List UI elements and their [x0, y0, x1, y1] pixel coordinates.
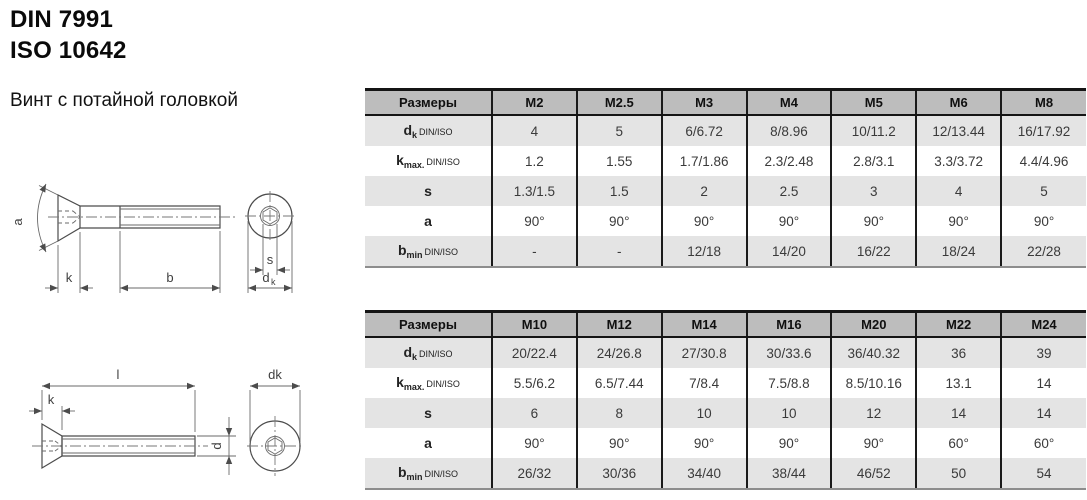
- row-label: [365, 236, 492, 267]
- row-label-subscript: min: [406, 472, 423, 482]
- row-label: [365, 206, 492, 236]
- length-label: l: [116, 367, 120, 382]
- row-label: [365, 368, 492, 398]
- screw-end-view: [245, 191, 295, 243]
- standard-din: DIN 7991: [10, 6, 113, 33]
- column-header: Размеры: [365, 90, 492, 116]
- value-cell: 46/52: [831, 458, 916, 489]
- row-label-main: d: [403, 122, 413, 138]
- row-label-main: k: [396, 374, 404, 390]
- row-label: [365, 398, 492, 428]
- value-cell: 12: [831, 398, 916, 428]
- standard-iso: ISO 10642: [10, 37, 127, 64]
- value-cell: 20/22.4: [492, 337, 577, 368]
- header-row: [365, 312, 1086, 338]
- value-cell: 10/11.2: [831, 115, 916, 146]
- row-label: [365, 146, 492, 176]
- row-label-subscript: max.: [403, 160, 425, 170]
- row-label-standard-suffix: DIN/ISO: [424, 469, 459, 479]
- value-cell: 14: [916, 398, 1001, 428]
- value-cell: 16/17.92: [1001, 115, 1086, 146]
- value-cell: 2.8/3.1: [831, 146, 916, 176]
- table-row: [365, 428, 1086, 458]
- table-row: [365, 236, 1086, 267]
- value-cell: 90°: [747, 428, 832, 458]
- value-cell: 2: [662, 176, 747, 206]
- table-row: [365, 398, 1086, 428]
- value-cell: 90°: [916, 206, 1001, 236]
- column-header: M10: [492, 312, 577, 338]
- screw-drawing-top: [5, 163, 345, 301]
- socket-size-label: s: [266, 252, 274, 267]
- column-header: M16: [747, 312, 832, 338]
- column-header: M8: [1001, 90, 1086, 116]
- value-cell: 8.5/10.16: [831, 368, 916, 398]
- value-cell: 90°: [577, 206, 662, 236]
- thread-length-dimension: [120, 231, 220, 293]
- dimension-table: [365, 310, 1086, 490]
- value-cell: 2.5: [747, 176, 832, 206]
- head-diameter-label-main: d: [262, 270, 270, 285]
- value-cell: 6: [492, 398, 577, 428]
- value-cell: 18/24: [916, 236, 1001, 267]
- column-header: M2: [492, 90, 577, 116]
- value-cell: 16/22: [831, 236, 916, 267]
- screw-drawing-bottom: [5, 356, 355, 498]
- column-header: M3: [662, 90, 747, 116]
- table-row: [365, 337, 1086, 368]
- table-row: [365, 206, 1086, 236]
- value-cell: 90°: [831, 206, 916, 236]
- row-label-main: b: [397, 242, 407, 258]
- value-cell: 26/32: [492, 458, 577, 489]
- row-label-standard-suffix: DIN/ISO: [426, 157, 460, 167]
- value-cell: 30/33.6: [747, 337, 832, 368]
- head-height-label: k: [65, 270, 73, 285]
- value-cell: 60°: [916, 428, 1001, 458]
- value-cell: 2.3/2.48: [747, 146, 832, 176]
- product-name: Винт с потайной головкой: [10, 90, 238, 111]
- row-label-main: a: [424, 213, 432, 229]
- value-cell: 8/8.96: [747, 115, 832, 146]
- column-header: M12: [577, 312, 662, 338]
- header-row: [365, 90, 1086, 116]
- table-row: [365, 458, 1086, 489]
- value-cell: 8: [577, 398, 662, 428]
- shank-diameter-label: d: [209, 442, 224, 450]
- value-cell: 1.5: [577, 176, 662, 206]
- column-header: M20: [831, 312, 916, 338]
- column-header: M14: [662, 312, 747, 338]
- row-label-subscript: max.: [403, 382, 425, 392]
- value-cell: 50: [916, 458, 1001, 489]
- value-cell: 4: [492, 115, 577, 146]
- row-label-main: s: [424, 183, 432, 199]
- length-dimension: [42, 367, 195, 432]
- value-cell: 10: [662, 398, 747, 428]
- value-cell: 1.2: [492, 146, 577, 176]
- row-label: [365, 458, 492, 489]
- head-height-label: k: [47, 392, 55, 407]
- value-cell: 38/44: [747, 458, 832, 489]
- value-cell: 90°: [662, 206, 747, 236]
- value-cell: 3.3/3.72: [916, 146, 1001, 176]
- size-table-small-sizes: [365, 88, 1086, 268]
- title-block: [10, 4, 238, 112]
- size-table-large-sizes: [365, 310, 1086, 490]
- angle-dimension: [10, 184, 58, 252]
- row-label-main: d: [403, 344, 413, 360]
- column-header: M22: [916, 312, 1001, 338]
- value-cell: 5: [577, 115, 662, 146]
- row-label-main: k: [396, 152, 404, 168]
- value-cell: 34/40: [662, 458, 747, 489]
- value-cell: 39: [1001, 337, 1086, 368]
- value-cell: 90°: [492, 428, 577, 458]
- row-label-standard-suffix: DIN/ISO: [419, 127, 453, 137]
- value-cell: 1.3/1.5: [492, 176, 577, 206]
- value-cell: 3: [831, 176, 916, 206]
- value-cell: 10: [747, 398, 832, 428]
- value-cell: 14/20: [747, 236, 832, 267]
- value-cell: -: [577, 236, 662, 267]
- value-cell: 30/36: [577, 458, 662, 489]
- column-header: M4: [747, 90, 832, 116]
- table-row: [365, 176, 1086, 206]
- value-cell: 90°: [577, 428, 662, 458]
- screw-side-view: [48, 195, 235, 241]
- head-diameter-label: dk: [268, 367, 282, 382]
- table-row: [365, 146, 1086, 176]
- row-label: [365, 115, 492, 146]
- value-cell: 14: [1001, 398, 1086, 428]
- value-cell: 6/6.72: [662, 115, 747, 146]
- head-height-dimension: [29, 392, 75, 430]
- head-diameter-label-sub: k: [271, 277, 276, 287]
- row-label-standard-suffix: DIN/ISO: [424, 247, 459, 257]
- value-cell: 90°: [831, 428, 916, 458]
- value-cell: 12/18: [662, 236, 747, 267]
- row-label-main: s: [424, 405, 432, 421]
- value-cell: 54: [1001, 458, 1086, 489]
- screw-end-view: [247, 416, 303, 476]
- head-height-dimension: [45, 232, 93, 293]
- value-cell: 4: [916, 176, 1001, 206]
- row-label-main: a: [424, 435, 432, 451]
- screw-side-view: [32, 424, 208, 468]
- column-header: M24: [1001, 312, 1086, 338]
- value-cell: 1.7/1.86: [662, 146, 747, 176]
- value-cell: 1.55: [577, 146, 662, 176]
- column-header: M6: [916, 90, 1001, 116]
- value-cell: 90°: [662, 428, 747, 458]
- row-label: [365, 428, 492, 458]
- value-cell: 4.4/4.96: [1001, 146, 1086, 176]
- value-cell: 7.5/8.8: [747, 368, 832, 398]
- row-label-standard-suffix: DIN/ISO: [419, 349, 453, 359]
- value-cell: 24/26.8: [577, 337, 662, 368]
- shank-diameter-dimension: [197, 417, 236, 475]
- table-row: [365, 368, 1086, 398]
- column-header: M5: [831, 90, 916, 116]
- value-cell: 27/30.8: [662, 337, 747, 368]
- value-cell: 36/40.32: [831, 337, 916, 368]
- angle-label: a: [10, 218, 25, 226]
- column-header: Размеры: [365, 312, 492, 338]
- value-cell: 60°: [1001, 428, 1086, 458]
- value-cell: 22/28: [1001, 236, 1086, 267]
- value-cell: 13.1: [916, 368, 1001, 398]
- row-label-subscript: k: [412, 130, 418, 140]
- value-cell: -: [492, 236, 577, 267]
- row-label-main: b: [397, 464, 407, 480]
- value-cell: 90°: [1001, 206, 1086, 236]
- value-cell: 36: [916, 337, 1001, 368]
- thread-length-label: b: [166, 270, 174, 285]
- value-cell: 12/13.44: [916, 115, 1001, 146]
- row-label: [365, 337, 492, 368]
- value-cell: 14: [1001, 368, 1086, 398]
- value-cell: 5.5/6.2: [492, 368, 577, 398]
- row-label: [365, 176, 492, 206]
- column-header: M2.5: [577, 90, 662, 116]
- value-cell: 6.5/7.44: [577, 368, 662, 398]
- table-row: [365, 115, 1086, 146]
- value-cell: 90°: [747, 206, 832, 236]
- value-cell: 5: [1001, 176, 1086, 206]
- row-label-standard-suffix: DIN/ISO: [426, 379, 460, 389]
- dimension-table: [365, 88, 1086, 268]
- row-label-subscript: min: [406, 250, 423, 260]
- value-cell: 7/8.4: [662, 368, 747, 398]
- value-cell: 90°: [492, 206, 577, 236]
- row-label-subscript: k: [412, 352, 418, 362]
